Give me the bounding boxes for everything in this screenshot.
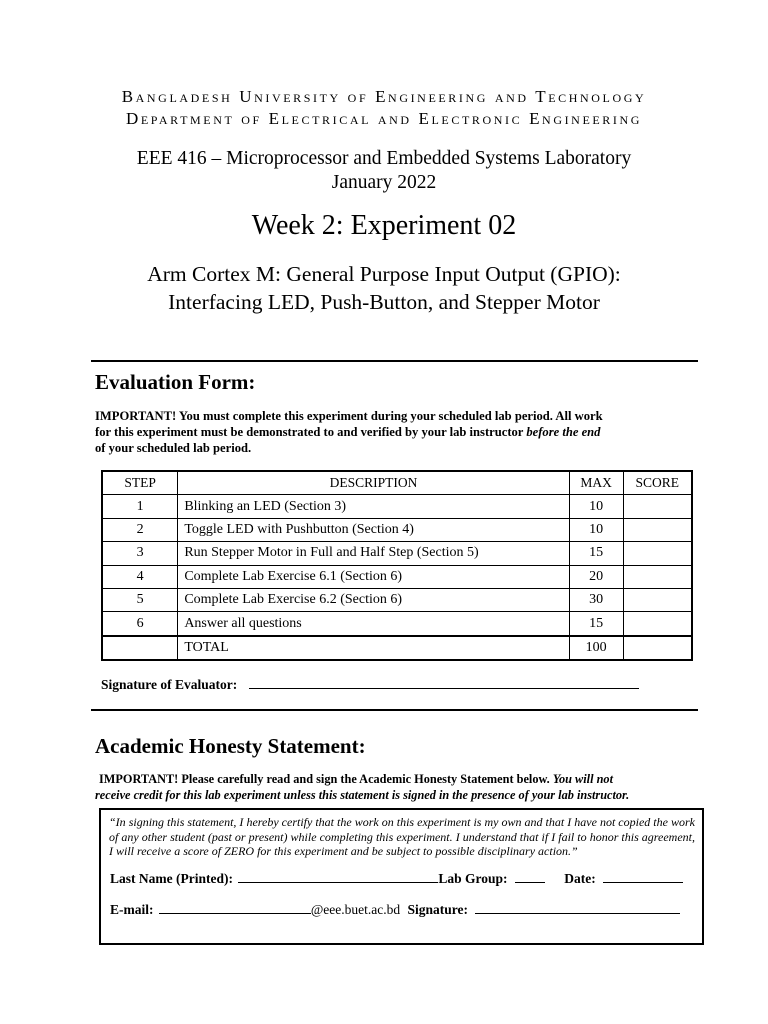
table-row bbox=[102, 565, 692, 588]
description-cell: Answer all questions bbox=[178, 612, 569, 636]
honesty-note-emphasis: You will not bbox=[552, 772, 613, 786]
table-row bbox=[102, 542, 692, 565]
max-cell: 30 bbox=[569, 588, 623, 611]
email-field[interactable] bbox=[159, 901, 311, 914]
table-row bbox=[102, 588, 692, 611]
evaluator-signature-label: Signature of Evaluator: bbox=[101, 677, 238, 692]
max-cell: 10 bbox=[569, 495, 623, 518]
course-title: EEE 416 – Microprocessor and Embedded Systems Laboratory bbox=[136, 148, 632, 169]
honesty-note-text: IMPORTANT! Please carefully read and sign the Academic Honesty Statement below. bbox=[99, 772, 553, 786]
page-title: Week 2: Experiment 02 bbox=[251, 210, 517, 241]
max-cell: 15 bbox=[569, 542, 623, 565]
total-row bbox=[102, 636, 692, 660]
honesty-important-note bbox=[95, 771, 695, 803]
step-cell: 6 bbox=[102, 612, 178, 636]
email-row bbox=[110, 901, 680, 918]
note-line-1: IMPORTANT! You must complete this experiment during your scheduled lab period. All work bbox=[95, 409, 603, 423]
total-max: 100 bbox=[569, 636, 623, 660]
honesty-note-line-2 bbox=[95, 787, 695, 803]
last-name-label: Last Name (Printed): bbox=[110, 871, 233, 886]
honesty-note-line-1 bbox=[95, 771, 695, 787]
subtitle-line-2: Interfacing LED, Push-Button, and Stepper Motor bbox=[168, 290, 600, 314]
description-cell: Complete Lab Exercise 6.1 (Section 6) bbox=[178, 565, 569, 588]
signature-label: Signature: bbox=[407, 902, 469, 917]
note-line-2-emphasis: before the end bbox=[526, 425, 601, 439]
max-cell: 15 bbox=[569, 612, 623, 636]
step-cell: 4 bbox=[102, 565, 178, 588]
column-header-score: SCORE bbox=[623, 471, 692, 495]
date-field[interactable] bbox=[603, 870, 683, 883]
evaluation-table bbox=[101, 470, 693, 661]
evaluator-signature bbox=[101, 676, 639, 693]
total-label: TOTAL bbox=[178, 636, 569, 660]
divider bbox=[91, 709, 698, 711]
step-cell: 5 bbox=[102, 588, 178, 611]
table-row bbox=[102, 612, 692, 636]
experiment-subtitle bbox=[0, 260, 768, 316]
description-cell: Run Stepper Motor in Full and Half Step (Section 5) bbox=[178, 542, 569, 565]
university-name: Bangladesh University of Engineering and Technology bbox=[121, 87, 647, 106]
evaluation-important-note bbox=[95, 408, 695, 456]
subtitle-line-1: Arm Cortex M: General Purpose Input Output (GPIO): bbox=[147, 262, 621, 286]
score-cell[interactable] bbox=[623, 588, 692, 611]
step-cell: 3 bbox=[102, 542, 178, 565]
last-name-row bbox=[110, 870, 683, 887]
description-cell: Toggle LED with Pushbutton (Section 4) bbox=[178, 518, 569, 541]
description-cell: Complete Lab Exercise 6.2 (Section 6) bbox=[178, 588, 569, 611]
note-line-2 bbox=[95, 424, 695, 440]
table-row bbox=[102, 518, 692, 541]
course-date: January 2022 bbox=[331, 172, 437, 193]
score-cell[interactable] bbox=[623, 542, 692, 565]
column-header-step: STEP bbox=[102, 471, 178, 495]
max-cell: 20 bbox=[569, 565, 623, 588]
course-block bbox=[0, 147, 768, 195]
column-header-description: DESCRIPTION bbox=[178, 471, 569, 495]
score-cell[interactable] bbox=[623, 565, 692, 588]
description-cell: Blinking an LED (Section 3) bbox=[178, 495, 569, 518]
column-header-max: MAX bbox=[569, 471, 623, 495]
date-label: Date: bbox=[564, 871, 596, 886]
department-name: Department of Electrical and Electronic Engineering bbox=[125, 109, 643, 128]
score-cell[interactable] bbox=[623, 495, 692, 518]
email-domain: @eee.buet.ac.bd bbox=[310, 902, 401, 917]
honesty-note-line-2-text: receive credit for this lab experiment unless this statement is signed in the presence of your lab instructor. bbox=[95, 788, 630, 802]
score-cell[interactable] bbox=[623, 518, 692, 541]
honesty-heading: Academic Honesty Statement: bbox=[95, 734, 366, 758]
max-cell: 10 bbox=[569, 518, 623, 541]
honesty-statement-text: “In signing this statement, I hereby certify that the work on this experiment is my own and that I have not copied the work of any other student (past or present) while completing this experiment. I understand that if I fail to honor this agreement, I will receive a score of ZERO for this experiment and be subject to possible disciplinary action.” bbox=[109, 815, 695, 858]
total-score-cell[interactable] bbox=[623, 636, 692, 660]
evaluator-signature-line[interactable] bbox=[249, 676, 639, 689]
lab-group-label: Lab Group: bbox=[438, 871, 508, 886]
signature-field[interactable] bbox=[475, 901, 680, 914]
lab-group-field[interactable] bbox=[515, 870, 545, 883]
step-cell: 2 bbox=[102, 518, 178, 541]
score-cell[interactable] bbox=[623, 612, 692, 636]
note-line-2-text: for this experiment must be demonstrated to and verified by your lab instructor bbox=[95, 425, 527, 439]
total-spacer-cell bbox=[102, 636, 178, 660]
table-row bbox=[102, 495, 692, 518]
last-name-field[interactable] bbox=[238, 870, 438, 883]
note-line-3: of your scheduled lab period. bbox=[95, 441, 252, 455]
step-cell: 1 bbox=[102, 495, 178, 518]
divider bbox=[91, 360, 698, 362]
institution-header bbox=[0, 86, 768, 130]
table-header-row bbox=[102, 471, 692, 495]
evaluation-heading: Evaluation Form: bbox=[95, 370, 256, 394]
email-label: E-mail: bbox=[110, 902, 154, 917]
